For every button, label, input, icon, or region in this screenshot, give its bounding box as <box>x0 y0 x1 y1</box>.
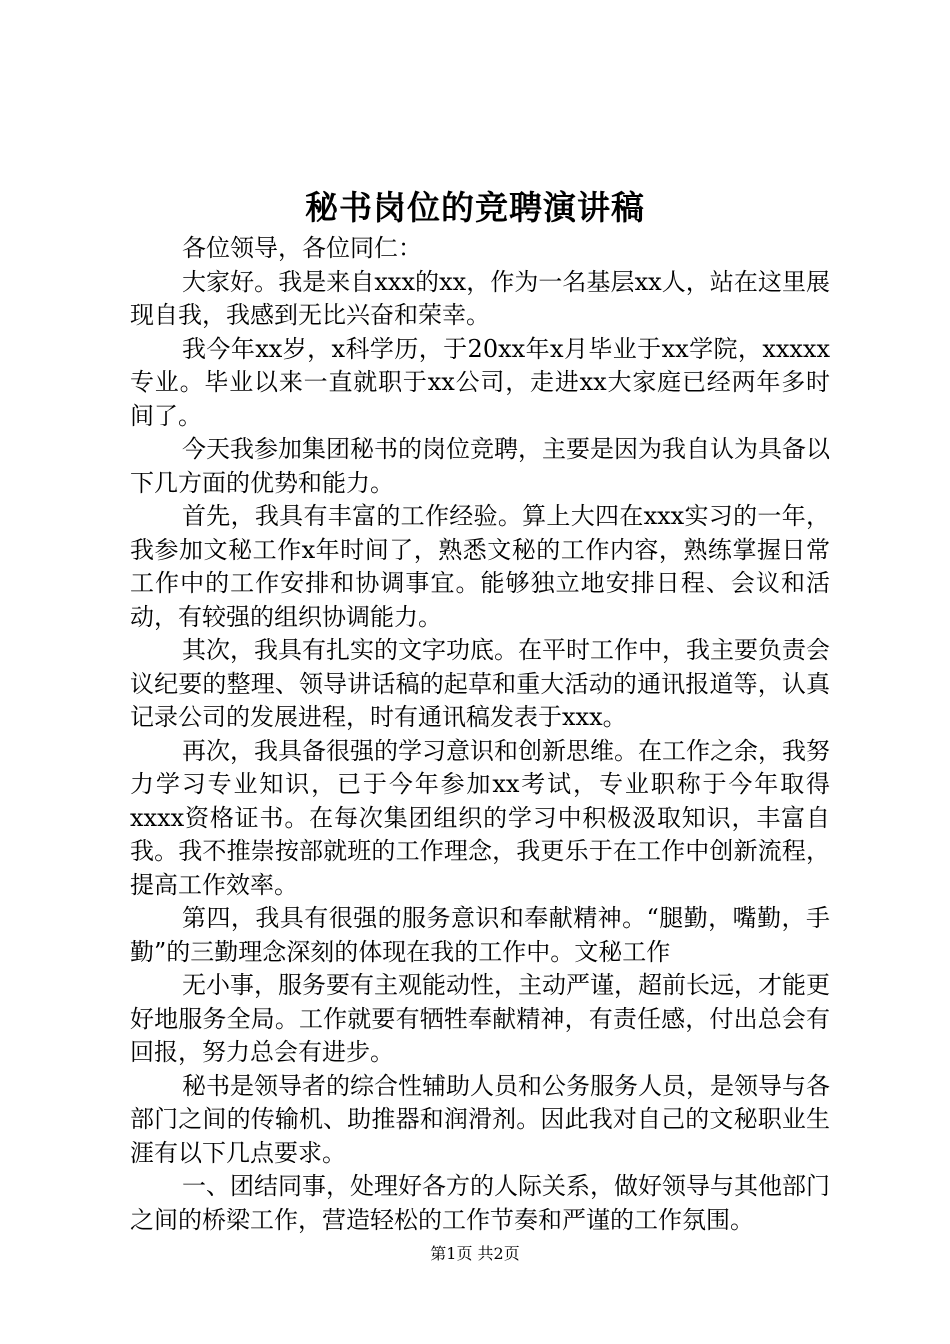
paragraph-background: 我今年xx岁，x科学历，于20xx年x月毕业于xx学院，xxxxx专业。毕业以来一直就职于xx公司，走进xx大家庭已经两年多时间了。 <box>130 334 830 430</box>
paragraph-secretary-role: 秘书是领导者的综合性辅助人员和公务服务人员，是领导与各部门之间的传输机、助推器和润滑剂。因此我对自己的文秘职业生涯有以下几点要求。 <box>130 1071 830 1167</box>
document-title: 秘书岗位的竞聘演讲稿 <box>305 188 645 227</box>
paragraph-greeting: 大家好。我是来自xxx的xx，作为一名基层xx人，站在这里展现自我，我感到无比兴奋和荣幸。 <box>130 267 830 329</box>
paragraph-first-strength: 首先，我具有丰富的工作经验。算上大四在xxx实习的一年，我参加文秘工作x年时间了，熟悉文秘的工作内容，熟练掌握日常工作中的工作安排和协调事宜。能够独立地安排日程、会议和活动，有较强的组织协调能力。 <box>130 502 830 631</box>
paragraph-service: 无小事，服务要有主观能动性，主动严谨，超前长远，才能更好地服务全局。工作就要有牺牲奉献精神，有责任感，付出总会有回报，努力总会有进步。 <box>130 971 830 1066</box>
paragraph-requirement-one: 一、团结同事，处理好各方的人际关系，做好领导与其他部门之间的桥梁工作，营造轻松的工作节奏和严谨的工作氛围。 <box>130 1172 830 1234</box>
paragraph-second-strength: 其次，我具有扎实的文字功底。在平时工作中，我主要负责会议纪要的整理、领导讲话稿的起草和重大活动的通讯报道等，认真记录公司的发展进程，时有通讯稿发表于xxx。 <box>130 636 830 731</box>
paragraph-purpose: 今天我参加集团秘书的岗位竞聘，主要是因为我自认为具备以下几方面的优势和能力。 <box>130 435 830 497</box>
document-body <box>130 232 830 1237</box>
paragraph-third-strength: 再次，我具备很强的学习意识和创新思维。在工作之余，我努力学习专业知识，已于今年参加xx考试，专业职称于今年取得xxxx资格证书。在每次集团组织的学习中积极汲取知识，丰富自我。我不推崇按部就班的工作理念，我更乐于在工作中创新流程，提高工作效率。 <box>130 736 830 899</box>
paragraph-salutation: 各位领导，各位同仁： <box>182 234 422 262</box>
page-footer: 第1页 共2页 <box>430 1244 520 1263</box>
paragraph-fourth-strength: 第四，我具有很强的服务意识和奉献精神。“腿勤，嘴勤，手勤”的三勤理念深刻的体现在我的工作中。文秘工作 <box>130 904 830 966</box>
